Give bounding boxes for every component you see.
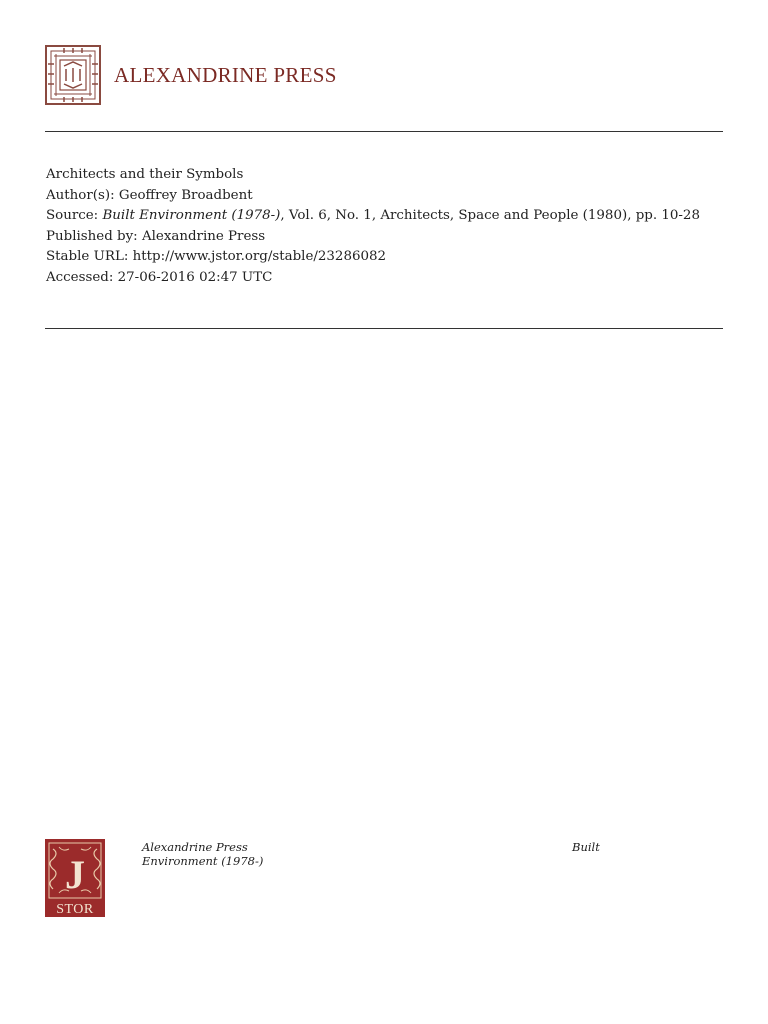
published-label: Published by: [46,228,138,244]
stable-url-label: Stable URL: [46,249,129,264]
accessed-date: 27-06-2016 02:47 UTC [117,269,273,285]
stable-url-link[interactable]: http://www.jstor.org/stable/23286082 [132,249,387,264]
alexandrine-press-logo [44,44,102,106]
jstor-logo [45,839,105,917]
bottom-divider [45,328,723,329]
source-line [46,206,718,227]
article-title: Architects and their Symbols [46,167,244,182]
stable-url-line [46,247,718,268]
published-by: Alexandrine Press [141,228,266,244]
footer-publisher-notice [142,840,402,868]
footer-journal-word: Built [572,840,600,854]
jstor-logo-letter: J [65,852,85,897]
header [44,44,337,106]
author-line [46,186,718,207]
accessed-label: Accessed: [46,269,114,285]
author-label: Author(s): [46,187,115,203]
footer-journal: Environment (1978-) [142,854,264,868]
author-name: Geoffrey Broadbent [118,187,253,203]
top-divider [45,131,723,132]
citation-block [46,165,718,288]
publisher-line [46,227,718,248]
publisher-name: ALEXANDRINE PRESS [114,62,337,87]
source-label: Source: [46,208,99,223]
source-details: , Vol. 6, No. 1, Architects, Space and People (1980), pp. 10-28 [280,208,700,223]
source-journal: Built Environment (1978-) [102,208,281,223]
accessed-line [46,268,718,289]
jstor-logo-text: STOR [56,902,94,917]
footer-publisher: Alexandrine Press [142,840,248,854]
